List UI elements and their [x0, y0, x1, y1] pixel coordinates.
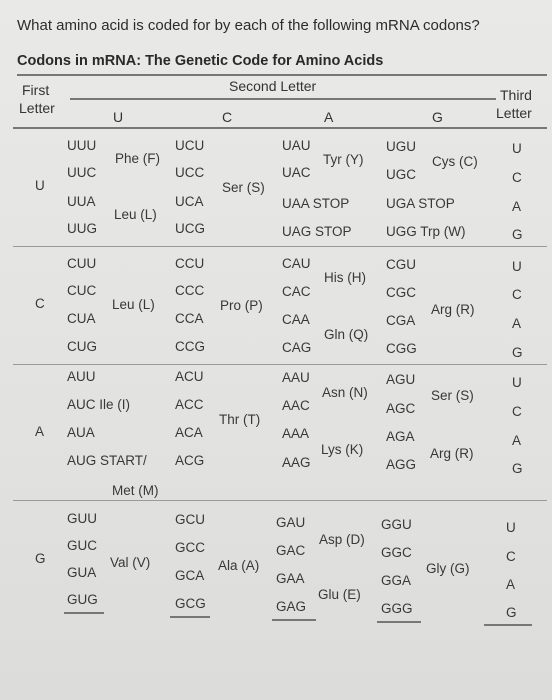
- third-letter: A: [512, 199, 522, 214]
- codon: GCG: [175, 596, 206, 611]
- second-letter-a: A: [324, 109, 334, 125]
- amino-acid: Arg (R): [431, 302, 475, 317]
- codon: AUA: [67, 425, 95, 440]
- codon: ACC: [175, 397, 204, 412]
- codon: UAG STOP: [282, 224, 352, 239]
- title-rule: [17, 74, 547, 76]
- codon: CGG: [386, 341, 417, 356]
- block-rule-3: [13, 500, 547, 501]
- codon: UGC: [386, 167, 416, 182]
- third-letter: A: [506, 577, 516, 592]
- codon: GUG: [67, 592, 98, 607]
- codon: UUG: [67, 221, 97, 236]
- codon: CCU: [175, 256, 205, 271]
- column-underline: [64, 612, 104, 614]
- codon: GUU: [67, 511, 97, 526]
- codon: UCG: [175, 221, 205, 236]
- codon: AGA: [386, 429, 415, 444]
- codon: CCC: [175, 283, 205, 298]
- codon: ACU: [175, 369, 204, 384]
- third-letter: C: [512, 287, 522, 302]
- codon: UGU: [386, 139, 416, 154]
- first-letter-u: U: [35, 178, 45, 193]
- third-letter: G: [506, 605, 517, 620]
- codon: AGG: [386, 457, 417, 472]
- column-underline: [170, 616, 210, 618]
- table-title: Codons in mRNA: The Genetic Code for Amino Acids: [17, 53, 384, 69]
- codon: AAA: [282, 426, 310, 441]
- amino-acid: Leu (L): [112, 297, 155, 312]
- third-letter: G: [512, 461, 523, 476]
- codon: AAG: [282, 455, 311, 470]
- codon: AUG START/: [67, 453, 147, 468]
- column-underline: [272, 619, 316, 621]
- codon: GGC: [381, 545, 412, 560]
- amino-acid: Glu (E): [318, 587, 361, 602]
- codon: UAU: [282, 138, 311, 153]
- first-letter-header: First: [22, 82, 50, 98]
- second-letter-g: G: [432, 109, 443, 125]
- amino-acid: His (H): [324, 270, 366, 285]
- codon: GGA: [381, 573, 412, 588]
- third-letter: C: [512, 170, 522, 185]
- third-letter-header-2: Letter: [496, 105, 532, 121]
- codon: CUG: [67, 339, 97, 354]
- codon: GAA: [276, 571, 305, 586]
- codon: UGG Trp (W): [386, 224, 466, 239]
- first-letter-header-2: Letter: [19, 100, 55, 116]
- codon: AAU: [282, 370, 310, 385]
- third-letter: U: [512, 141, 522, 156]
- codon: GCU: [175, 512, 205, 527]
- first-letter-c: C: [35, 296, 45, 311]
- block-rule-1: [13, 246, 547, 247]
- codon: CCG: [175, 339, 205, 354]
- second-letter-c: C: [222, 109, 233, 125]
- second-letter-rule: [70, 98, 496, 100]
- codon: CUA: [67, 311, 96, 326]
- third-letter: U: [512, 259, 522, 274]
- codon: ACG: [175, 453, 205, 468]
- codon: GUA: [67, 565, 97, 580]
- codon: AGU: [386, 372, 416, 387]
- codon: Met (M): [112, 483, 159, 498]
- codon: ACA: [175, 425, 203, 440]
- codon: UAC: [282, 165, 311, 180]
- codon: AUC Ile (I): [67, 397, 131, 412]
- codon: CAA: [282, 312, 310, 327]
- codon: AUU: [67, 369, 96, 384]
- second-letter-header: Second Letter: [229, 78, 317, 94]
- codon: GAC: [276, 543, 306, 558]
- third-letter: C: [506, 549, 516, 564]
- amino-acid: Tyr (Y): [323, 152, 364, 167]
- codon: GAG: [276, 599, 307, 614]
- codon: GCA: [175, 568, 205, 583]
- codon: UUA: [67, 194, 96, 209]
- codon: CAG: [282, 340, 312, 355]
- codon: GUC: [67, 538, 97, 553]
- amino-acid: Ser (S): [431, 388, 474, 403]
- codon: UAA STOP: [282, 196, 350, 211]
- amino-acid: Thr (T): [219, 412, 261, 427]
- third-letter: A: [512, 316, 522, 331]
- amino-acid: Ser (S): [222, 180, 265, 195]
- codon: UCU: [175, 138, 205, 153]
- second-letter-u: U: [113, 109, 124, 125]
- amino-acid: Pro (P): [220, 298, 263, 313]
- third-letter: C: [512, 404, 522, 419]
- amino-acid: Gly (G): [426, 561, 470, 576]
- codon: CGC: [386, 285, 416, 300]
- third-letter: G: [512, 345, 523, 360]
- amino-acid: Cys (C): [432, 154, 478, 169]
- codon: GAU: [276, 515, 306, 530]
- amino-acid: Asp (D): [319, 532, 365, 547]
- header-rule: [13, 127, 547, 129]
- third-letter: A: [512, 433, 522, 448]
- codon: CGU: [386, 257, 416, 272]
- codon: AGC: [386, 401, 416, 416]
- third-letter: G: [512, 227, 523, 242]
- codon: UUC: [67, 165, 97, 180]
- codon: CGA: [386, 313, 416, 328]
- amino-acid: Arg (R): [430, 446, 474, 461]
- amino-acid: Phe (F): [115, 151, 161, 166]
- codon: GGU: [381, 517, 412, 532]
- amino-acid: Gln (Q): [324, 327, 369, 342]
- codon: CCA: [175, 311, 204, 326]
- codon: CAC: [282, 284, 311, 299]
- amino-acid: Leu (L): [114, 207, 157, 222]
- first-letter-g: G: [35, 551, 46, 566]
- column-underline: [484, 624, 532, 626]
- third-letter: U: [512, 375, 522, 390]
- third-letter-header: Third: [500, 87, 532, 103]
- amino-acid: Lys (K): [321, 442, 364, 457]
- amino-acid: Val (V): [110, 555, 151, 570]
- codon: UGA STOP: [386, 196, 455, 211]
- codon: CUC: [67, 283, 97, 298]
- codon: GGG: [381, 601, 413, 616]
- codon: AAC: [282, 398, 310, 413]
- codon: CUU: [67, 256, 97, 271]
- third-letter: U: [506, 520, 516, 535]
- codon: CAU: [282, 256, 311, 271]
- amino-acid: Asn (N): [322, 385, 368, 400]
- codon: UCC: [175, 165, 205, 180]
- codon: UUU: [67, 138, 97, 153]
- codon: UCA: [175, 194, 204, 209]
- block-rule-2: [13, 364, 547, 365]
- column-underline: [377, 621, 421, 623]
- question-text: What amino acid is coded for by each of the following mRNA codons?: [17, 17, 480, 34]
- amino-acid: Ala (A): [218, 558, 260, 573]
- codon: GCC: [175, 540, 205, 555]
- first-letter-a: A: [35, 424, 45, 439]
